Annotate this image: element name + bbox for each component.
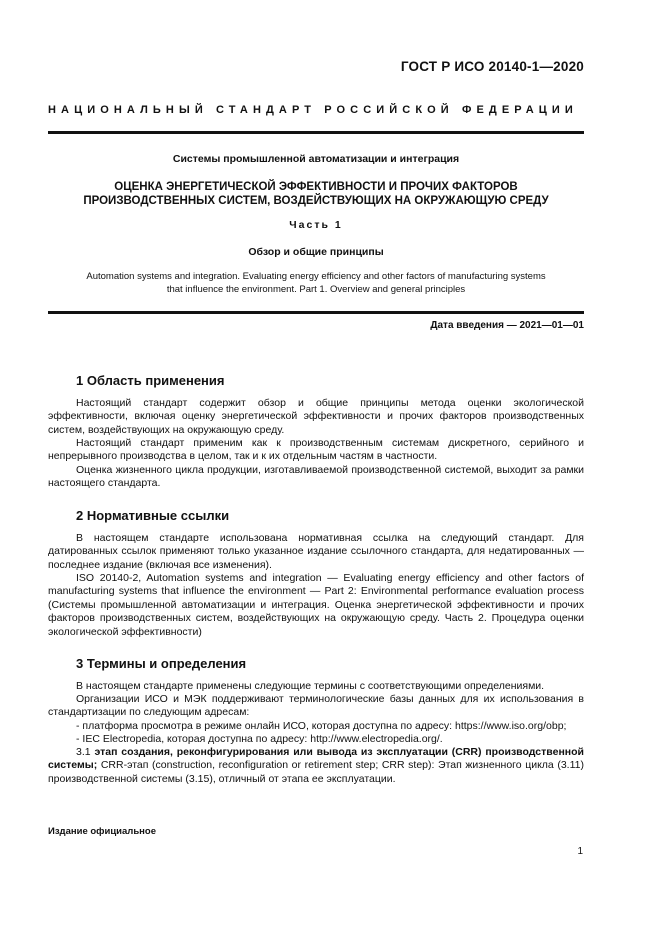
section-3-heading: 3 Термины и определения — [76, 656, 247, 671]
standard-part: Часть 1 — [289, 219, 343, 231]
section-1-paragraph-1: Настоящий стандарт содержит обзор и общие принципы метода оценки экологической эффективности, включая оценку энергетической эффективности и прочих факторов производственных систем, воздействующих на окружающую среду. — [48, 397, 584, 436]
section-3-paragraph-2: Организации ИСО и МЭК поддерживают терминологические базы данных для их использования в стандартизации по следующим адресам: — [48, 693, 584, 719]
section-3-bullet-2: - IEC Electropedia, которая доступна по адресу: http://www.electropedia.org/. — [76, 733, 443, 745]
standard-subtitle: Обзор и общие принципы — [248, 246, 384, 258]
page-number: 1 — [577, 846, 583, 857]
national-standard-banner: НАЦИОНАЛЬНЫЙ СТАНДАРТ РОССИЙСКОЙ ФЕДЕРАЦИИ — [48, 104, 578, 116]
official-edition-label: Издание официальное — [48, 826, 156, 837]
section-2-heading: 2 Нормативные ссылки — [76, 508, 230, 523]
date-of-introduction: Дата введения — 2021—01—01 — [430, 320, 584, 331]
english-title-line-2: that influence the environment. Part 1. Overview and general principles — [166, 284, 466, 295]
section-2-paragraph-2: ISO 20140-2, Automation systems and integration — Evaluating energy efficiency and other factors of manufacturing systems that influence the environment — Part 2: Environmental performance evaluation process (Системы промышленной автоматизации и интеграция. Оценка энергетической эффективности и прочих факторов производственных систем, воздействующих на окружающую среду. Часть 2. Процедура оценки экологической эффективности) — [48, 572, 584, 638]
standard-title — [48, 180, 584, 208]
section-1-paragraph-2: Настоящий стандарт применим как к производственным системам дискретного, серийного и непрерывного производства в целом, так и к их отдельным частям в частности. — [48, 437, 584, 463]
title-bottom-rule — [48, 311, 584, 314]
section-1-paragraph-3: Оценка жизненного цикла продукции, изготавливаемой производственной системой, выходит за рамки настоящего стандарта. — [48, 464, 584, 490]
english-title-line-1: Automation systems and integration. Evaluating energy efficiency and other factors of manufacturing systems — [86, 271, 546, 282]
section-3-paragraph-1: В настоящем стандарте применены следующие термины с соответствующими определениями. — [76, 680, 545, 692]
term-number: 3.1 — [76, 746, 91, 758]
title-line-1: ОЦЕНКА ЭНЕРГЕТИЧЕСКОЙ ЭФФЕКТИВНОСТИ И ПРОЧИХ ФАКТОРОВ — [114, 181, 518, 193]
term-3-1 — [48, 746, 584, 786]
term-definition: CRR-этап (construction, reconfiguration or retirement step; CRR step): Этап жизненного цикла (3.11) производственной системы (3.15), отличный от этапа ее эксплуатации. — [48, 759, 585, 785]
standard-series: Системы промышленной автоматизации и интеграция — [172, 153, 460, 165]
title-line-2: ПРОИЗВОДСТВЕННЫХ СИСТЕМ, ВОЗДЕЙСТВУЮЩИХ НА ОКРУЖАЮЩУЮ СРЕДУ — [83, 195, 549, 207]
top-rule — [48, 131, 584, 134]
section-2-paragraph-1: В настоящем стандарте использована нормативная ссылка на следующий стандарт. Для датированных ссылок применяют только указанное издание ссылочного стандарта, для недатированных — последнее издание (включая все изменения). — [48, 532, 584, 571]
section-1-heading: 1 Область применения — [76, 373, 225, 388]
section-3-bullet-1: - платформа просмотра в режиме онлайн ИСО, которая доступна по адресу: https://www.iso.org/obp; — [76, 720, 567, 732]
standard-code: ГОСТ Р ИСО 20140-1—2020 — [400, 59, 584, 74]
english-title — [48, 270, 584, 296]
term-name: этап создания, реконфигурирования или вывода из эксплуатации (CRR) производственной системы; — [48, 746, 584, 772]
